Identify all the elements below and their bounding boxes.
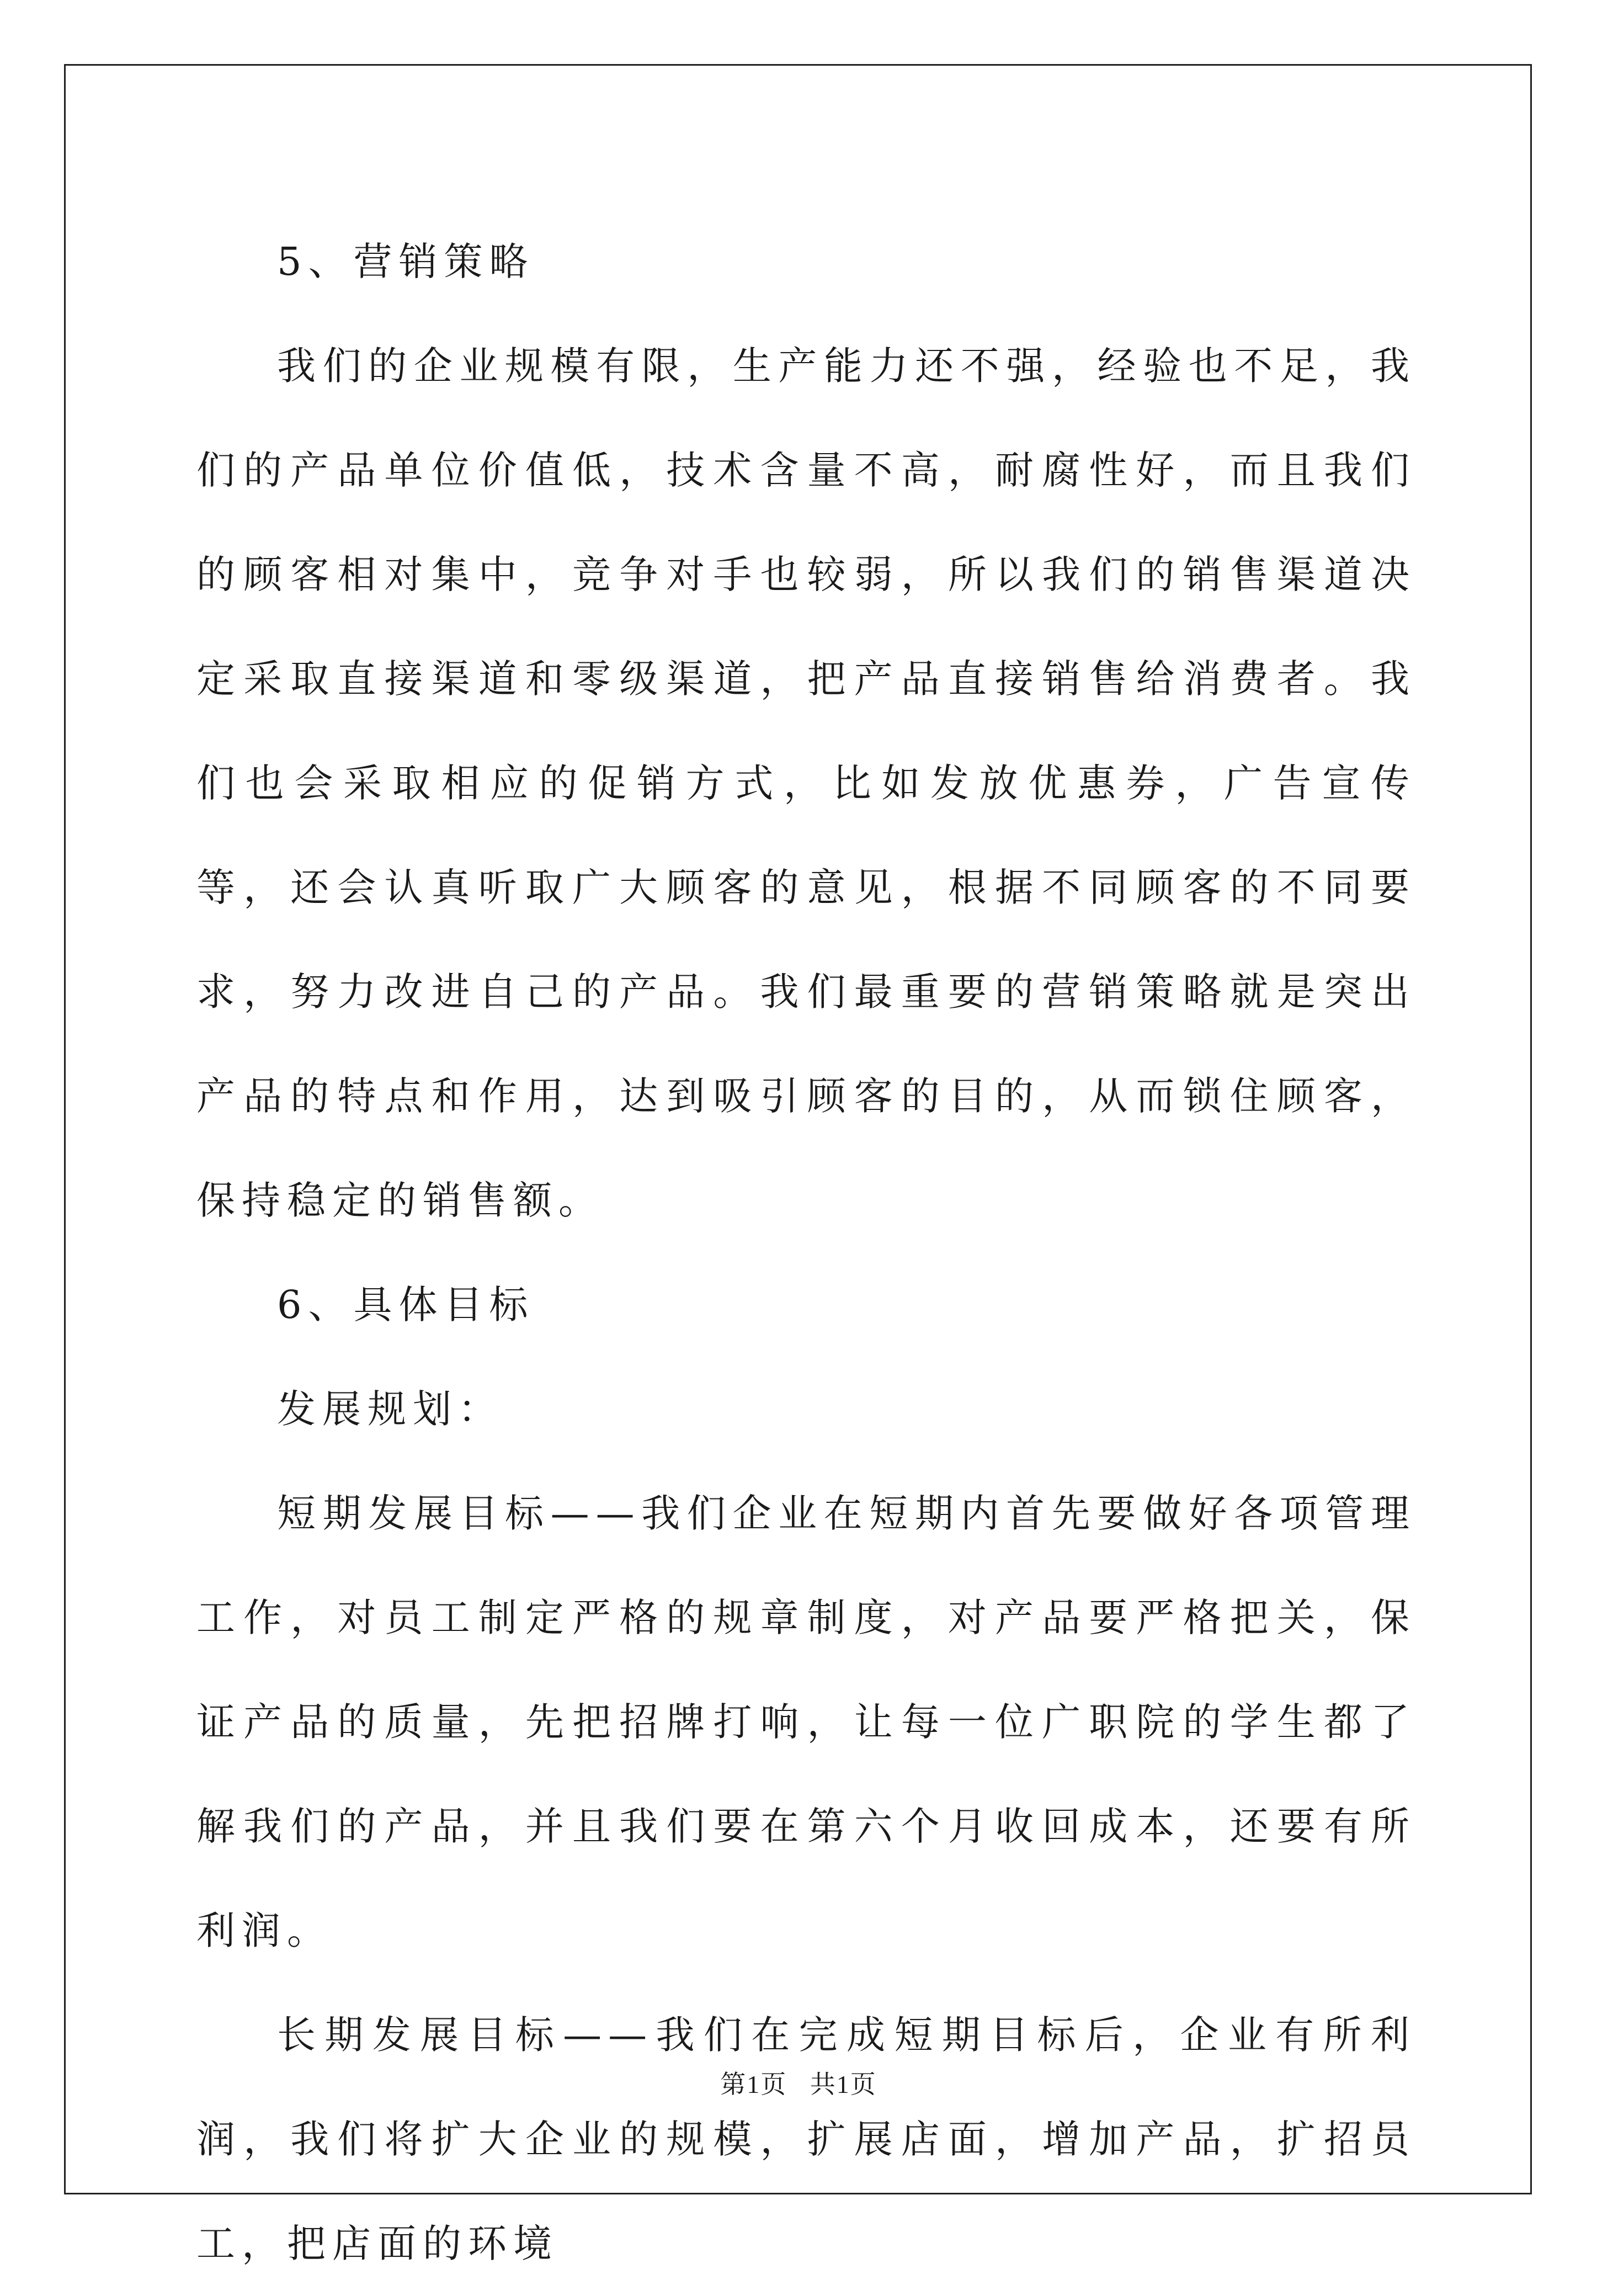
plan-label: 发展规划： <box>277 1386 503 1432</box>
page-footer <box>0 2064 1597 2101</box>
page-count: 共1页 <box>810 2070 877 2098</box>
paragraph-long-term-goal: 长期发展目标——我们在完成短期目标后，企业有所利润，我们将扩大企业的规模，扩展店面，增加产品，扩招员工，把店面的环境 <box>196 2012 1416 2266</box>
section-heading-marketing: 5、营销策略 <box>277 239 535 284</box>
page-number: 第1页 <box>720 2070 787 2098</box>
paragraph-marketing-strategy: 我们的企业规模有限，生产能力还不强，经验也不足，我们的产品单位价值低，技术含量不高，耐腐性好，而且我们的顾客相对集中，竞争对手也较弱，所以我们的销售渠道决定采取直接渠道和零级渠道，把产品直接销售给消费者。我们也会采取相应的促销方式，比如发放优惠券，广告宣传等，还会认真听取广大顾客的意见，根据不同顾客的不同要求，努力改进自己的产品。我们最重要的营销策略就是突出产品的特点和作用，达到吸引顾客的目的，从而锁住顾客，保持稳定的销售额。 <box>196 343 1416 1223</box>
paragraph-short-term-goal: 短期发展目标——我们企业在短期内首先要做好各项管理工作，对员工制定严格的规章制度，对产品要严格把关，保证产品的质量，先把招牌打响，让每一位广职院的学生都了解我们的产品，并且我们要在第六个月收回成本，还要有所利润。 <box>196 1491 1416 1953</box>
document-body <box>196 210 1416 2296</box>
section-heading-goals: 6、具体目标 <box>277 1282 535 1327</box>
